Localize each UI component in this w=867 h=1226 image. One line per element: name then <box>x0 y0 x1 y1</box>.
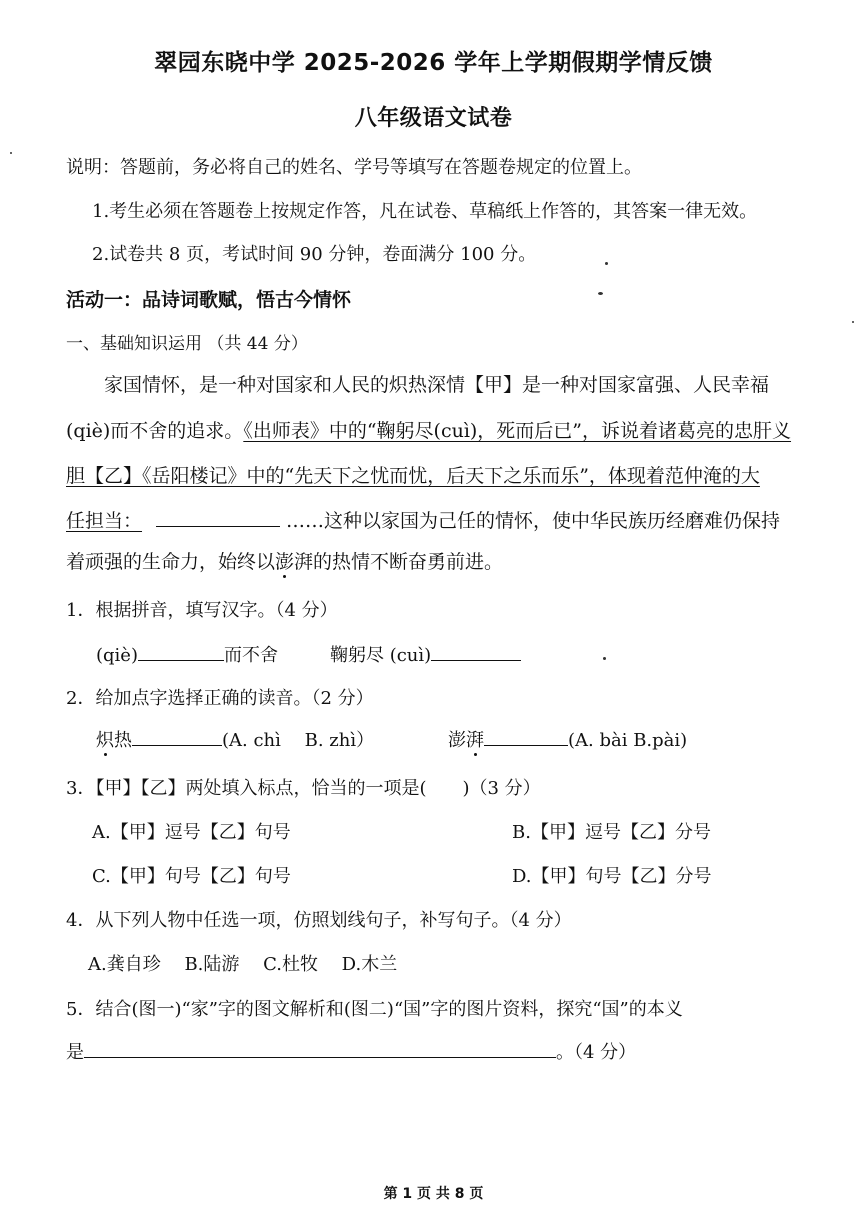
passage-line-2 <box>66 416 791 443</box>
instructions-rule-2: 2.试卷共 8 页，考试时间 90 分钟，卷面满分 100 分。 <box>92 244 537 265</box>
passage-line-5-tail: 湃的热情不断奋勇前进。 <box>294 551 504 573</box>
passage-line-2-underlined: 《出师表》中的“鞠躬尽(cuì)，死而后已”，诉说着诸葛亮的忠肝义 <box>243 420 792 442</box>
passage-line-1: 家国情怀，是一种对国家和人民的炽热深情【甲】是一种对国家富强、人民幸福 <box>104 374 770 396</box>
q1-a-suffix: 而不舍 <box>223 645 278 666</box>
q2-w1-dotted: 炽 <box>96 730 114 751</box>
exam-title: 翠园东晓中学 2025-2026 学年上学期假期学情反馈 <box>154 50 713 76</box>
question-5-stem: 5．结合(图一)“家”字的图文解析和(图二)“国”字的图片资料，探究“国”的本义 <box>66 999 683 1020</box>
question-2-word-1 <box>96 726 374 752</box>
instructions-rule-1: 1.考生必须在答题卷上按规定作答，凡在试卷、草稿纸上作答的，其答案一律无效。 <box>92 201 758 222</box>
question-1-stem: 1．根据拼音，填写汉字。（4 分） <box>66 600 338 621</box>
q2-w1-rest: 热 <box>114 730 132 751</box>
passage-line-4-underlined: 任担当： <box>66 510 143 532</box>
activity-title: 活动一：品诗词歌赋，悟古今情怀 <box>66 289 352 311</box>
dotted-char: 澎 <box>275 551 295 573</box>
section-title: 一、基础知识运用 （共 44 分） <box>66 334 308 354</box>
question-3-stem: 3．【甲】【乙】两处填入标点，恰当的一项是( )（3 分） <box>66 778 541 799</box>
page-footer: 第 1 页 共 8 页 <box>383 1186 484 1202</box>
q3-option-b[interactable]: B.【甲】逗号【乙】分号 <box>512 822 711 843</box>
passage-line-4-rest: ……这种以家国为己任的情怀，使中华民族历经磨难仍保持 <box>286 510 781 532</box>
scan-speck <box>598 292 603 295</box>
q1-b-blank[interactable] <box>431 642 521 661</box>
passage-line-5: 着顽强的生命力，始终以澎湃的热情不断奋勇前进。 <box>66 551 504 573</box>
question-4-stem: 4．从下列人物中任选一项，仿照划线句子，补写句子。（4 分） <box>66 910 572 931</box>
question-5-answer-line <box>66 1038 636 1064</box>
q2-w2-first: 澎 <box>448 730 466 751</box>
q4-choices: A.龚自珍 B.陆游 C.杜牧 D.木兰 <box>88 954 398 975</box>
scan-speck <box>10 152 12 154</box>
question-2-stem: 2．给加点字选择正确的读音。（2 分） <box>66 688 374 709</box>
question-1-answers <box>96 641 521 667</box>
instructions-intro: 说明：答题前，务必将自己的姓名、学号等填写在答题卷规定的位置上。 <box>66 157 642 178</box>
q2-w1-blank[interactable] <box>132 727 222 746</box>
passage-line-3: 胆【乙】《岳阳楼记》中的“先天下之忧而忧，后天下之乐而乐”，体现着范仲淹的大 <box>66 465 760 487</box>
q5-blank[interactable] <box>84 1039 556 1058</box>
exam-subtitle: 八年级语文试卷 <box>354 106 513 131</box>
q1-b-pinyin: 鞠躬尽 (cuì) <box>329 645 432 666</box>
q3-option-a[interactable]: A.【甲】逗号【乙】句号 <box>92 822 291 843</box>
passage-line-2-plain: (qiè)而不舍的追求。 <box>66 420 244 442</box>
passage-line-4 <box>66 506 780 533</box>
q3-option-d[interactable]: D.【甲】句号【乙】分号 <box>512 866 712 887</box>
scan-speck <box>852 321 854 323</box>
q5-prefix: 是 <box>66 1042 84 1063</box>
q2-w2-options: (A. bài B.pài) <box>568 730 688 751</box>
passage-answer-blank[interactable] <box>156 508 280 527</box>
q2-w1-options: (A. chì B. zhì） <box>222 730 375 751</box>
q1-a-pinyin: (qiè) <box>96 645 138 666</box>
scan-speck <box>603 657 606 660</box>
q2-w2-blank[interactable] <box>484 727 568 746</box>
question-2-word-2 <box>448 726 687 752</box>
q2-w2-dotted: 湃 <box>466 730 484 751</box>
q1-a-blank[interactable] <box>138 642 224 661</box>
q5-suffix: 。（4 分） <box>556 1042 637 1063</box>
scan-speck <box>605 262 608 265</box>
q3-option-c[interactable]: C.【甲】句号【乙】句号 <box>92 866 291 887</box>
